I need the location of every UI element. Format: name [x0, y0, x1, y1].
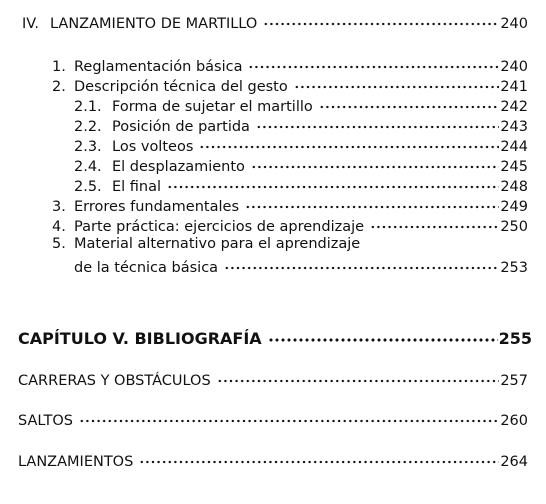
dot-leader [248, 57, 499, 72]
entry-title-continuation: de la técnica básica [74, 259, 219, 276]
page-number: 242 [500, 98, 528, 115]
dot-leader [217, 371, 500, 386]
toc-entry-section-iv [22, 13, 528, 31]
page-number: 241 [500, 78, 528, 95]
dot-leader [370, 217, 499, 232]
page-number: 245 [500, 158, 528, 175]
entry-title: Posición de partida [112, 118, 250, 135]
entry-number: 2.1. [74, 98, 102, 115]
toc-subentry [74, 116, 528, 134]
page-number: 248 [500, 178, 528, 195]
entry-title: Parte práctica: ejercicios de aprendizaje [74, 218, 365, 235]
dot-leader [251, 157, 499, 172]
page-number: 240 [500, 58, 528, 75]
entry-title: LANZAMIENTOS [18, 453, 134, 470]
entry-number: 5. [52, 236, 66, 252]
section-number: IV. [22, 15, 39, 32]
page-number: 260 [500, 412, 528, 429]
entry-title: SALTOS [18, 412, 73, 429]
entry-title: Material alternativo para el aprendizaje [74, 236, 361, 252]
toc-entry-continuation [74, 257, 528, 275]
entry-number: 3. [52, 198, 66, 215]
page-number: 244 [500, 138, 528, 155]
dot-leader [79, 411, 499, 426]
chapter-title: CAPÍTULO V. BIBLIOGRAFÍA [18, 329, 262, 348]
entry-title: El final [112, 178, 162, 195]
dot-leader [319, 97, 500, 112]
entry-title: Reglamentación básica [74, 58, 243, 75]
toc-entry [52, 56, 528, 74]
page-number: 257 [500, 372, 528, 389]
toc-entry [52, 216, 528, 234]
toc-entry [52, 196, 528, 214]
dot-leader [224, 258, 499, 273]
toc-subentry [74, 96, 528, 114]
entry-title: El desplazamiento [112, 158, 245, 175]
page-number: 249 [500, 198, 528, 215]
entry-title: Errores fundamentales [74, 198, 239, 215]
dot-leader [167, 177, 499, 192]
page-number: 253 [500, 259, 528, 276]
page-number: 250 [500, 218, 528, 235]
dot-leader [139, 452, 499, 467]
toc-entry-first-line [52, 236, 360, 254]
dot-leader [199, 137, 499, 152]
page-number: 255 [498, 329, 532, 348]
entry-title: Forma de sujetar el martillo [112, 98, 313, 115]
entry-number: 2.5. [74, 178, 102, 195]
toc-bibliography-entry [18, 370, 528, 388]
entry-number: 2.2. [74, 118, 102, 135]
entry-title: Descripción técnica del gesto [74, 78, 288, 95]
entry-title: CARRERAS Y OBSTÁCULOS [18, 372, 211, 389]
dot-leader [245, 197, 499, 212]
entry-number: 2. [52, 78, 66, 95]
toc-subentry [74, 136, 528, 154]
entry-number: 4. [52, 218, 66, 235]
entry-title: Los volteos [112, 138, 194, 155]
toc-entry [52, 76, 528, 94]
dot-leader [263, 14, 499, 29]
entry-number: 2.4. [74, 158, 102, 175]
toc-bibliography-entry [18, 410, 528, 428]
page-number: 243 [500, 118, 528, 135]
toc-subentry [74, 156, 528, 174]
toc-subentry [74, 176, 528, 194]
entry-number: 1. [52, 58, 66, 75]
section-title: LANZAMIENTO DE MARTILLO [50, 15, 258, 32]
toc-chapter-v [18, 328, 532, 346]
entry-number: 2.3. [74, 138, 102, 155]
page-number: 240 [500, 15, 528, 32]
dot-leader [256, 117, 499, 132]
toc-bibliography-entry [18, 451, 528, 469]
dot-leader [268, 329, 498, 345]
page-number: 264 [500, 453, 528, 470]
dot-leader [294, 77, 500, 92]
